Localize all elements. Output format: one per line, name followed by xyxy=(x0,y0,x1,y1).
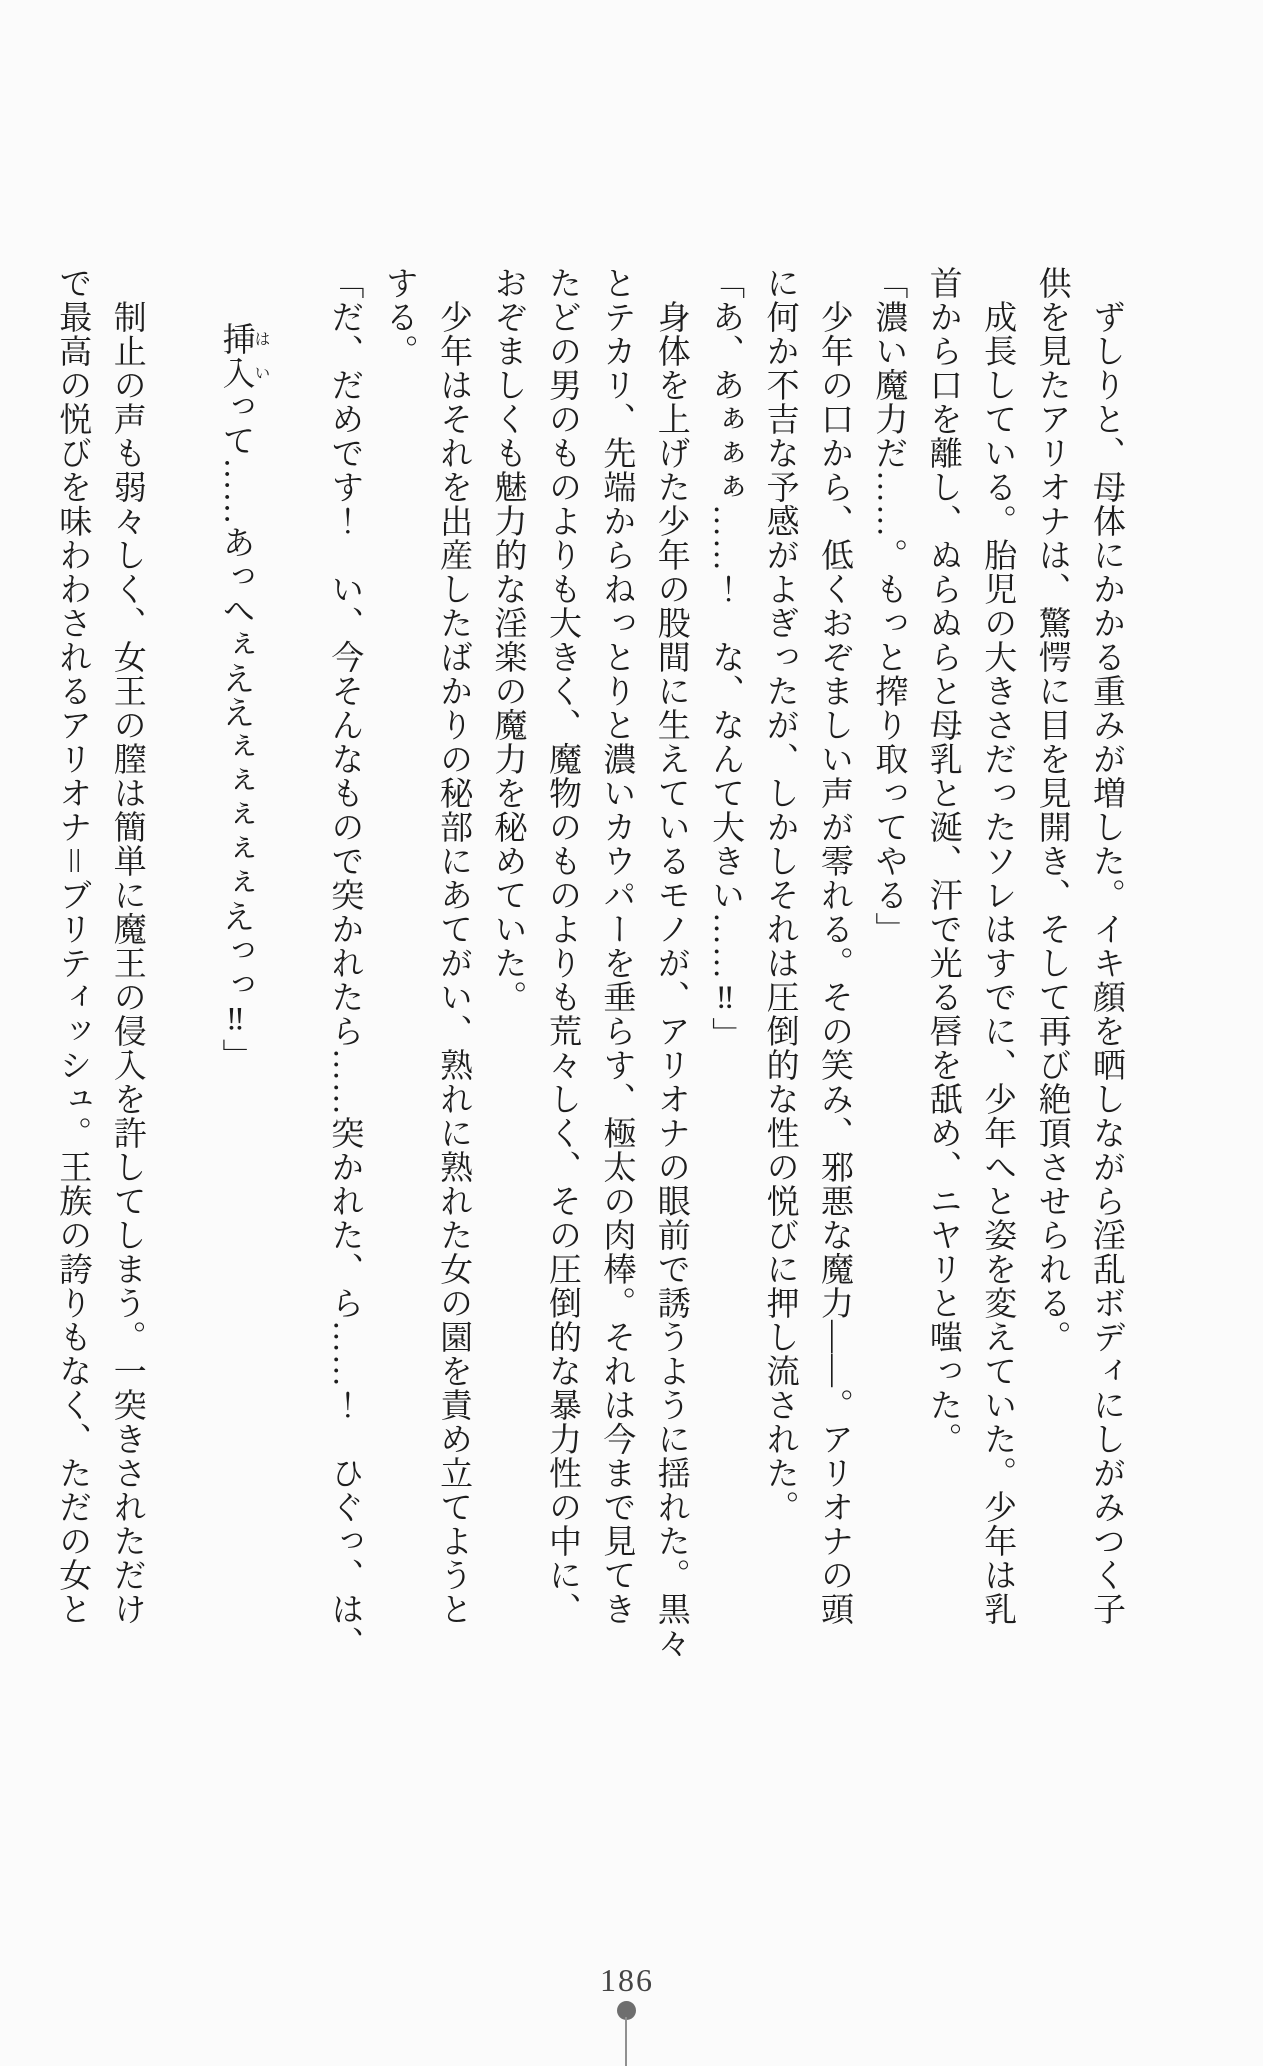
text-column-7: に何か不吉な予感がよぎったが、しかしそれは圧倒的な性の悦びに押し流された。 xyxy=(761,266,798,1524)
text-column-6: 少年の口から、低くおぞましい声が零れる。その笑み、邪悪な魔力――。アリオナの頭 xyxy=(815,266,852,1626)
text-column-10: とテカリ、先端からねっとりと濃いカウパーを垂らす、極太の肉棒。それは今まで見てき xyxy=(598,266,635,1626)
column-text: って……あっへぇええぇぇぇぇぇえっっ‼」 xyxy=(217,389,254,1073)
text-column-1: ずしりと、母体にかかる重みが増した。イキ顔を晒しながら淫乱ボディにしがみつく子 xyxy=(1088,266,1124,1626)
text-column-16 xyxy=(154,266,317,1666)
text-column-17: 制止の声も弱々しく、女王の膣は簡単に魔王の侵入を許してしまう。一突きされただけ xyxy=(108,266,145,1626)
text-column-5: 「濃い魔力だ……。もっと搾り取ってやる」 xyxy=(870,266,907,946)
text-column-12: おぞましくも魅力的な淫楽の魔力を秘めていた。 xyxy=(489,266,526,1014)
text-column-9: 身体を上げた少年の股間に生えているモノが、アリオナの眼前で誘うように揺れた。黒々 xyxy=(652,266,689,1660)
text-column-18: で最高の悦びを味わわされるアリオナ＝ブリティッシュ。王族の誇りもなく、ただの女と xyxy=(54,266,91,1626)
ruby-reading: はい xyxy=(252,321,269,390)
text-column-11: たどの男のものよりも大きく、魔物のものよりも荒々しく、その圧倒的な暴力性の中に、 xyxy=(543,266,580,1626)
text-column-15: 「だ、だめです！ い、今そんなもので突かれたら……突かれた、ら……！ ひぐっ、は、 xyxy=(326,266,363,1660)
text-column-13: 少年はそれを出産したばかりの秘部にあてがい、熟れに熟れた女の園を責め立てようと xyxy=(435,266,472,1626)
text-column-14: する。 xyxy=(380,266,417,368)
page-number: 186 xyxy=(600,1962,654,1998)
text-column-8: 「あ、あぁぁぁ……！ な、なんて大きい……‼」 xyxy=(707,266,744,1051)
text-column-2: 供を見たアリオナは、驚愕に目を見開き、そして再び絶頂させられる。 xyxy=(1033,266,1070,1354)
body-text xyxy=(45,266,1133,1666)
text-column-4: 首から口を離し、ぬらぬらと母乳と涎、汗で光る唇を舐め、ニヤリと嗤った。 xyxy=(924,266,961,1456)
ruby-annotated-word xyxy=(217,321,269,390)
ornament-stem xyxy=(625,2017,627,2066)
ruby-base: 挿入 xyxy=(217,321,254,390)
text-column-3: 成長している。胎児の大きさだったソレはすでに、少年へと姿を変えていた。少年は乳 xyxy=(979,266,1016,1626)
